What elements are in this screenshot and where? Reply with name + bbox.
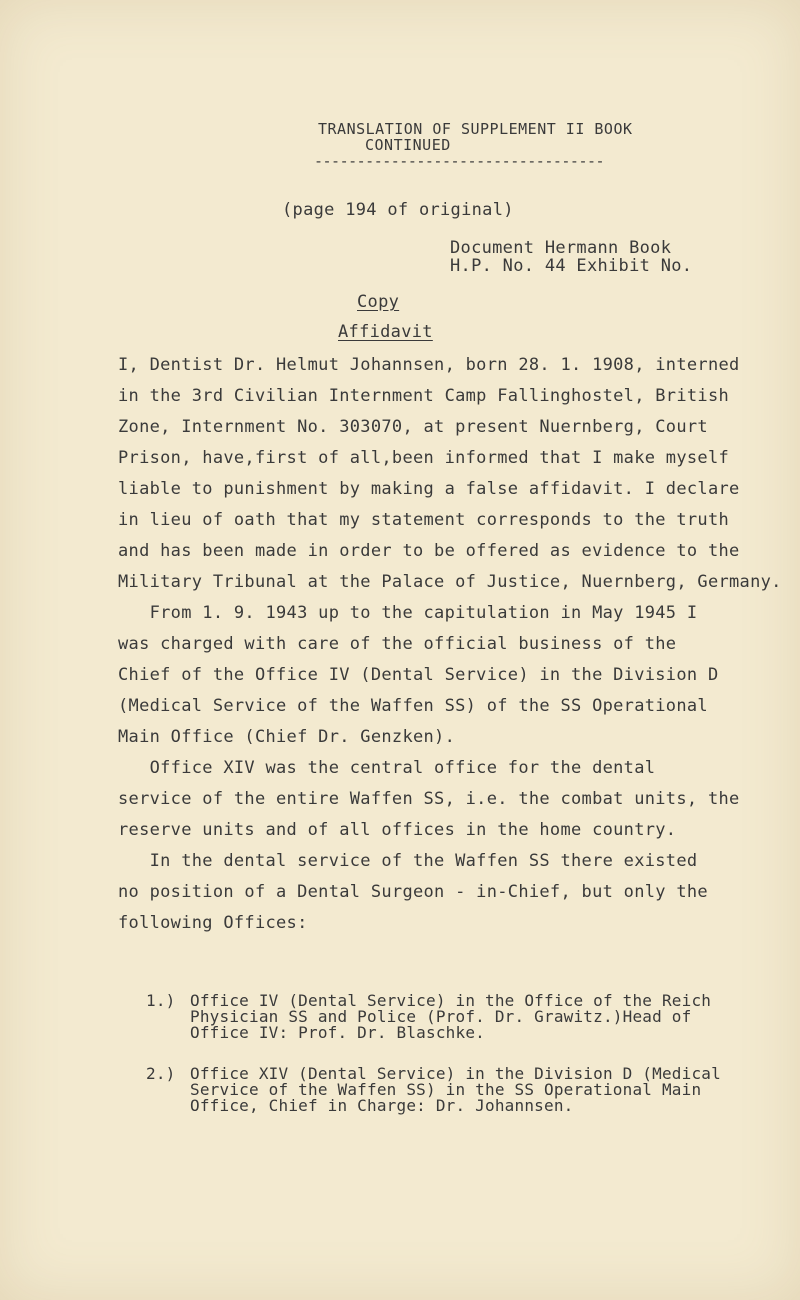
body-line: Chief of the Office IV (Dental Service) in the Division D xyxy=(118,665,719,685)
list-item-number: 1.) xyxy=(146,991,176,1010)
list-item-line: Office IV (Dental Service) in the Office of the Reich xyxy=(190,991,712,1010)
header-rule: ---------------------------------- xyxy=(314,152,605,170)
list-item xyxy=(146,1066,176,1082)
body-line: Zone, Internment No. 303070, at present Nuernberg, Court xyxy=(118,417,708,437)
body-line: in lieu of oath that my statement corresponds to the truth xyxy=(118,510,730,530)
header-subtitle: CONTINUED xyxy=(365,136,451,154)
body-line: in the 3rd Civilian Internment Camp Fallinghostel, British xyxy=(118,386,730,406)
body-line: Main Office (Chief Dr. Genzken). xyxy=(118,727,456,747)
page-reference: (page 194 of original) xyxy=(282,200,514,220)
body-line: no position of a Dental Surgeon - in-Chief, but only the xyxy=(118,882,708,902)
list-item-number: 2.) xyxy=(146,1064,176,1083)
body-line: From 1. 9. 1943 up to the capitulation in May 1945 I xyxy=(118,603,698,623)
list-item-text xyxy=(190,1066,721,1114)
body-line: and has been made in order to be offered as evidence to the xyxy=(118,541,740,561)
body-line: was charged with care of the official business of the xyxy=(118,634,677,654)
document-reference-line1: Document Hermann Book xyxy=(450,238,672,258)
list-item-text xyxy=(190,993,711,1041)
list-item-line: Office IV: Prof. Dr. Blaschke. xyxy=(190,1023,485,1042)
body-line: (Medical Service of the Waffen SS) of the SS Operational xyxy=(118,696,708,716)
body-line: reserve units and of all offices in the home country. xyxy=(118,820,677,840)
body-line: I, Dentist Dr. Helmut Johannsen, born 28. 1. 1908, interned xyxy=(118,355,740,375)
body-line: following Offices: xyxy=(118,913,308,933)
copy-label: Copy xyxy=(357,292,400,312)
body-line: In the dental service of the Waffen SS there existed xyxy=(118,851,698,871)
document-reference-line2: H.P. No. 44 Exhibit No. xyxy=(450,256,693,276)
affidavit-body xyxy=(118,355,782,944)
list-item-line: Office, Chief in Charge: Dr. Johannsen. xyxy=(190,1096,574,1115)
body-line: liable to punishment by making a false affidavit. I declare xyxy=(118,479,740,499)
list-item-line: Physician SS and Police (Prof. Dr. Grawitz.)Head of xyxy=(190,1007,692,1026)
list-item xyxy=(146,993,176,1009)
body-line: Office XIV was the central office for the dental xyxy=(118,758,656,778)
affidavit-heading: Affidavit xyxy=(338,322,433,342)
body-line: service of the entire Waffen SS, i.e. the combat units, the xyxy=(118,789,740,809)
list-item-line: Office XIV (Dental Service) in the Division D (Medical xyxy=(190,1064,721,1083)
header-title: TRANSLATION OF SUPPLEMENT II BOOK xyxy=(318,120,633,138)
list-item-line: Service of the Waffen SS) in the SS Operational Main xyxy=(190,1080,702,1099)
body-line: Military Tribunal at the Palace of Justice, Nuernberg, Germany. xyxy=(118,572,782,592)
body-line: Prison, have,first of all,been informed that I make myself xyxy=(118,448,730,468)
